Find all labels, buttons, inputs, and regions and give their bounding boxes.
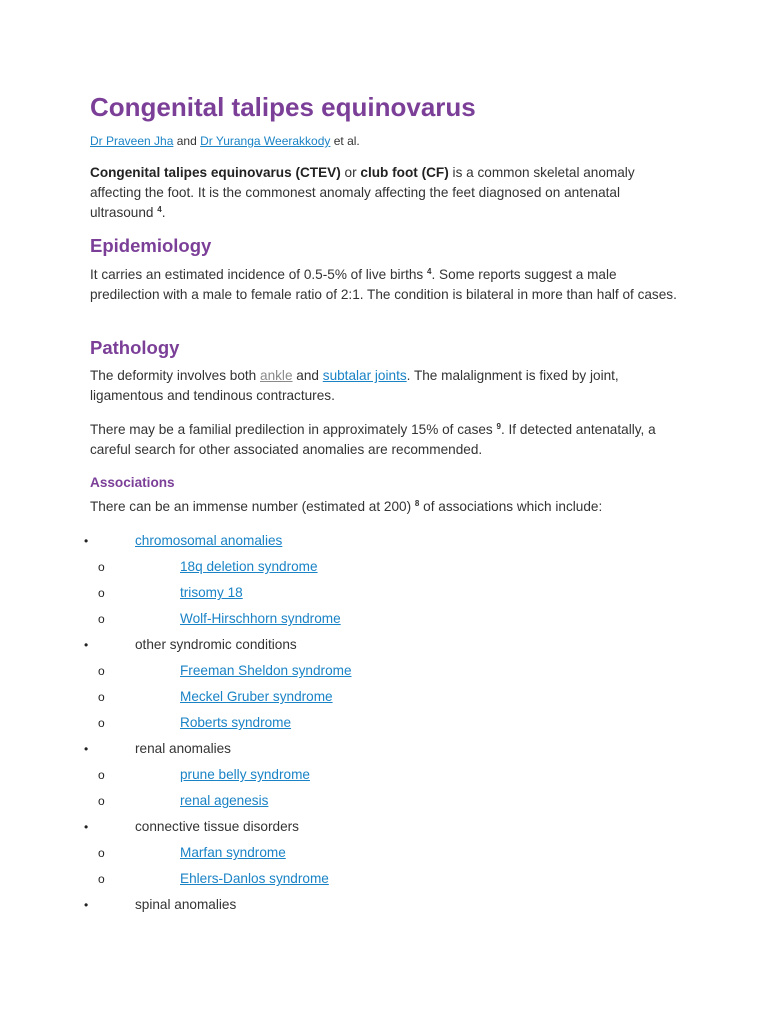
- list-item[interactable]: chromosomal anomalies: [135, 533, 283, 548]
- pathology-text-end: . The malalignment is fixed by joint, ligamentous and tendinous contractures.: [90, 368, 619, 403]
- authors-and-text: and: [176, 134, 197, 148]
- list-subitem[interactable]: Ehlers-Danlos syndrome: [180, 871, 329, 886]
- pathology-p2-text-2: . If detected antenatally, a careful search for other associated anomalies are recommended.: [90, 422, 656, 457]
- list-bullet-circle: o: [98, 846, 105, 860]
- list-bullet-circle: o: [98, 560, 105, 574]
- intro-or: or: [344, 165, 357, 180]
- list-subitem[interactable]: 18q deletion syndrome: [180, 559, 318, 574]
- page-title: Congenital talipes equinovarus: [90, 92, 476, 122]
- associations-text-1: There can be an immense number (estimated at 200): [90, 499, 412, 514]
- list-bullet-circle: o: [98, 716, 105, 730]
- list-item: renal anomalies: [135, 741, 231, 756]
- list-subitem[interactable]: Wolf-Hirschhorn syndrome: [180, 611, 341, 626]
- list-item: other syndromic conditions: [135, 637, 297, 652]
- reference-9[interactable]: 9: [496, 422, 501, 431]
- associations-text-2: of associations which include:: [423, 499, 603, 514]
- author-link-praveen-jha[interactable]: Dr Praveen Jha: [90, 134, 174, 148]
- list-subitem[interactable]: renal agenesis: [180, 793, 269, 808]
- pathology-heading: Pathology: [90, 337, 180, 358]
- reference-4[interactable]: 4: [157, 205, 162, 214]
- list-bullet-circle: o: [98, 586, 105, 600]
- reference-8[interactable]: 8: [414, 499, 420, 508]
- list-bullet-disc: •: [84, 742, 89, 756]
- pathology-text-start: The deformity involves both: [90, 368, 257, 383]
- list-subitem[interactable]: Freeman Sheldon syndrome: [180, 663, 352, 678]
- list-bullet-disc: •: [84, 898, 89, 912]
- list-subitem[interactable]: prune belly syndrome: [180, 767, 310, 782]
- ankle-link[interactable]: ankle: [260, 368, 293, 383]
- list-bullet-disc: •: [84, 638, 89, 652]
- authors-etal-text: et al.: [333, 134, 360, 148]
- pathology-p2-text-1: There may be a familial predilection in approximately 15% of cases: [90, 422, 493, 437]
- list-subitem[interactable]: Meckel Gruber syndrome: [180, 689, 333, 704]
- list-bullet-circle: o: [98, 612, 105, 626]
- list-bullet-disc: •: [84, 820, 89, 834]
- list-bullet-circle: o: [98, 872, 105, 886]
- author-link-yuranga-weerakkody[interactable]: Dr Yuranga Weerakkody: [200, 134, 331, 148]
- list-bullet-circle: o: [98, 664, 105, 678]
- intro-end: .: [161, 205, 166, 220]
- epidemiology-heading: Epidemiology: [90, 235, 212, 256]
- epidemiology-text-2: . Some reports suggest a male predilection with a male to female ratio of 2:1. The condition is bilateral in more than half of cases.: [90, 267, 677, 302]
- list-subitem[interactable]: Roberts syndrome: [180, 715, 292, 730]
- epidemiology-text-1: It carries an estimated incidence of 0.5-5% of live births: [90, 267, 424, 282]
- list-bullet-circle: o: [98, 768, 105, 782]
- list-item: connective tissue disorders: [135, 819, 299, 834]
- subtalar-joints-link[interactable]: subtalar joints: [322, 368, 407, 383]
- list-bullet-circle: o: [98, 690, 105, 704]
- pathology-and: and: [296, 368, 319, 383]
- list-item: spinal anomalies: [135, 897, 237, 912]
- list-subitem[interactable]: trisomy 18: [180, 585, 243, 600]
- list-bullet-circle: o: [98, 794, 105, 808]
- associations-heading: Associations: [90, 475, 175, 490]
- list-bullet-disc: •: [84, 534, 89, 548]
- intro-text: is a common skeletal anomaly affecting the foot. It is the commonest anomaly affecting the feet diagnosed on antenatal ultrasound: [90, 165, 635, 220]
- list-subitem[interactable]: Marfan syndrome: [180, 845, 286, 860]
- intro-term-clubfoot: club foot (CF): [360, 165, 449, 180]
- reference-4[interactable]: 4: [427, 267, 432, 276]
- intro-term-ctev: Congenital talipes equinovarus (CTEV): [90, 165, 341, 180]
